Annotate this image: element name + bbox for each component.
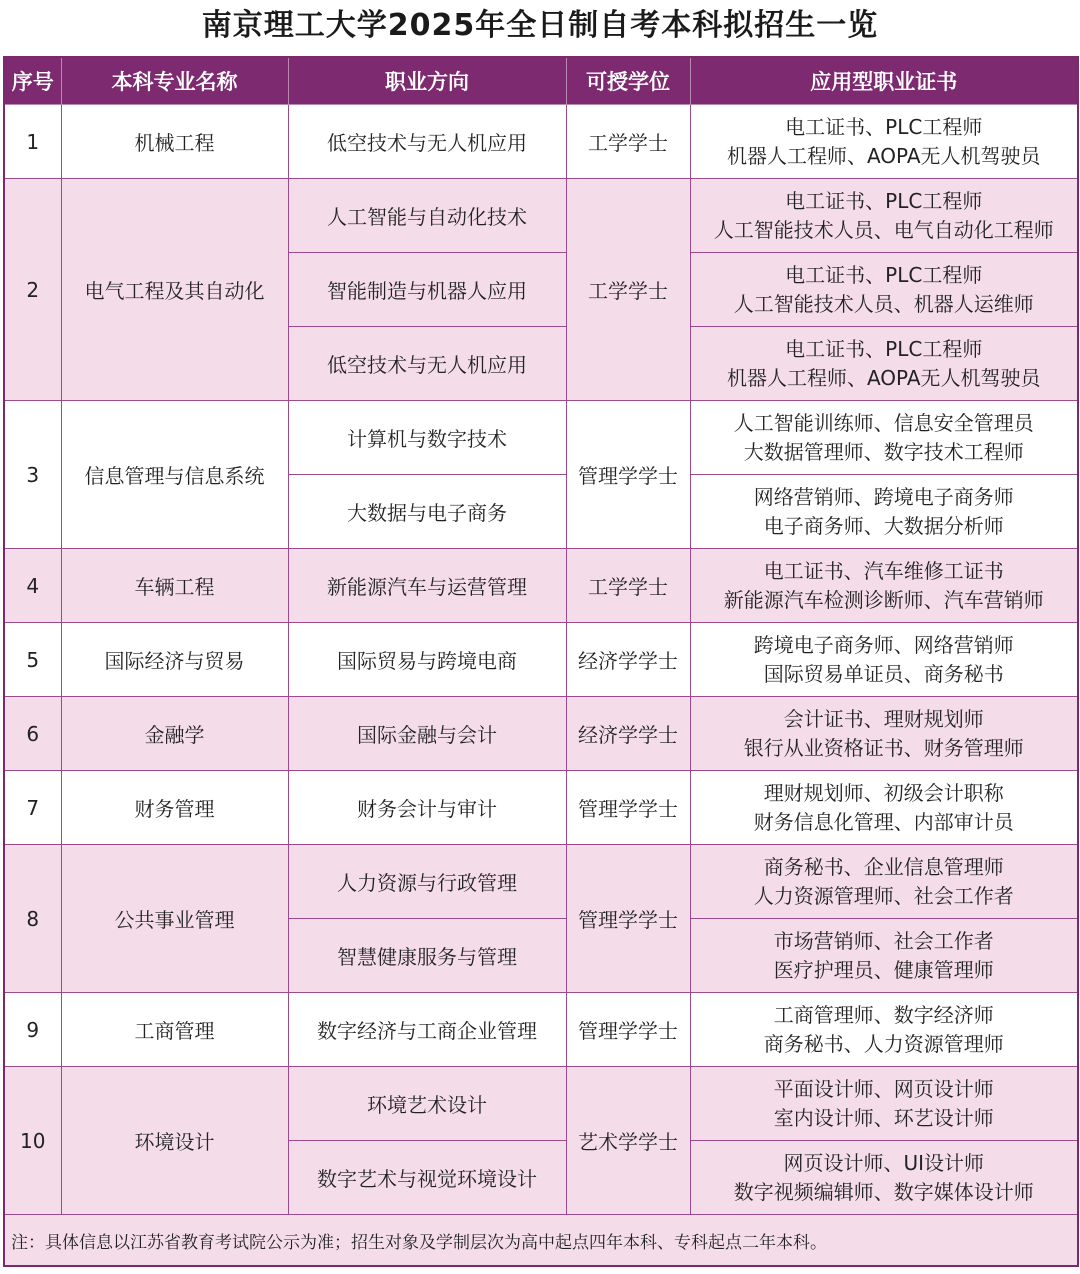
header-cell: 职业方向: [288, 57, 566, 105]
certificate-line: 室内设计师、环艺设计师: [773, 1105, 994, 1130]
row-number: 7: [4, 771, 61, 845]
table-body: [4, 105, 1078, 1215]
degree: 管理学学士: [566, 771, 690, 845]
certificates: [690, 253, 1078, 327]
degree: 工学学士: [566, 179, 690, 401]
certificate-line: 电工证书、PLC工程师: [785, 114, 983, 139]
career-direction: 计算机与数字技术: [288, 401, 566, 475]
certificate-line: 电工证书、PLC工程师: [785, 262, 983, 287]
degree: 经济学学士: [566, 623, 690, 697]
table-row: [4, 105, 1078, 179]
career-direction: 国际贸易与跨境电商: [288, 623, 566, 697]
career-direction: 大数据与电子商务: [288, 475, 566, 549]
table-row: [4, 401, 1078, 475]
certificates: [690, 623, 1078, 697]
certificate-line: 电工证书、PLC工程师: [785, 188, 983, 213]
certificate-line: 平面设计师、网页设计师: [773, 1076, 994, 1101]
row-number: 8: [4, 845, 61, 993]
career-direction: 人力资源与行政管理: [288, 845, 566, 919]
major-name: 车辆工程: [61, 549, 288, 623]
certificate-line: 电工证书、汽车维修工证书: [763, 558, 1004, 583]
certificates: [690, 401, 1078, 475]
major-name: 机械工程: [61, 105, 288, 179]
certificate-line: 商务秘书、人力资源管理师: [763, 1031, 1004, 1056]
career-direction: 环境艺术设计: [288, 1067, 566, 1141]
degree: 工学学士: [566, 549, 690, 623]
table-row: [4, 549, 1078, 623]
career-direction: 低空技术与无人机应用: [288, 327, 566, 401]
certificates: [690, 1141, 1078, 1215]
degree: 经济学学士: [566, 697, 690, 771]
career-direction: 低空技术与无人机应用: [288, 105, 566, 179]
certificates: [690, 771, 1078, 845]
career-direction: 新能源汽车与运营管理: [288, 549, 566, 623]
certificate-line: 网页设计师、UI设计师: [783, 1150, 985, 1175]
career-direction: 智慧健康服务与管理: [288, 919, 566, 993]
table-row: [4, 623, 1078, 697]
career-direction: 人工智能与自动化技术: [288, 179, 566, 253]
major-name: 财务管理: [61, 771, 288, 845]
row-number: 9: [4, 993, 61, 1067]
degree: 艺术学学士: [566, 1067, 690, 1215]
row-number: 3: [4, 401, 61, 549]
degree: 管理学学士: [566, 401, 690, 549]
certificate-line: 新能源汽车检测诊断师、汽车营销师: [723, 587, 1044, 612]
enrollment-table-wrapper: [3, 56, 1077, 1267]
degree: 管理学学士: [566, 993, 690, 1067]
major-name: 公共事业管理: [61, 845, 288, 993]
major-name: 环境设计: [61, 1067, 288, 1215]
certificate-line: 数字视频编辑师、数字媒体设计师: [733, 1179, 1034, 1204]
degree: 工学学士: [566, 105, 690, 179]
row-number: 1: [4, 105, 61, 179]
certificates: [690, 105, 1078, 179]
header-cell: 可授学位: [566, 57, 690, 105]
certificate-line: 电子商务师、大数据分析师: [763, 513, 1004, 538]
certificate-line: 机器人工程师、AOPA无人机驾驶员: [726, 365, 1041, 390]
certificates: [690, 845, 1078, 919]
certificate-line: 国际贸易单证员、商务秘书: [763, 661, 1004, 686]
table-row: [4, 845, 1078, 919]
table-row: [4, 179, 1078, 253]
certificates: [690, 993, 1078, 1067]
row-number: 4: [4, 549, 61, 623]
certificate-line: 工商管理师、数字经济师: [773, 1002, 994, 1027]
certificate-line: 理财规划师、初级会计职称: [763, 780, 1004, 805]
certificate-line: 商务秘书、企业信息管理师: [763, 854, 1004, 879]
career-direction: 财务会计与审计: [288, 771, 566, 845]
certificate-line: 跨境电子商务师、网络营销师: [753, 632, 1014, 657]
career-direction: 数字经济与工商企业管理: [288, 993, 566, 1067]
note-row: [4, 1215, 1078, 1267]
certificate-line: 医疗护理员、健康管理师: [773, 957, 994, 982]
certificates: [690, 919, 1078, 993]
certificate-line: 财务信息化管理、内部审计员: [753, 809, 1014, 834]
major-name: 工商管理: [61, 993, 288, 1067]
table-row: [4, 1067, 1078, 1141]
certificates: [690, 1067, 1078, 1141]
certificates: [690, 697, 1078, 771]
certificate-line: 大数据管理师、数字技术工程师: [743, 439, 1024, 464]
major-name: 国际经济与贸易: [61, 623, 288, 697]
certificate-line: 人工智能技术人员、机器人运维师: [733, 291, 1034, 316]
certificate-line: 机器人工程师、AOPA无人机驾驶员: [726, 143, 1041, 168]
note-text: 注：具体信息以江苏省教育考试院公示为准；招生对象及学制层次为高中起点四年本科、专科起点二年本科。: [4, 1215, 1078, 1267]
certificates: [690, 549, 1078, 623]
certificates: [690, 327, 1078, 401]
certificate-line: 市场营销师、社会工作者: [773, 928, 994, 953]
row-number: 6: [4, 697, 61, 771]
row-number: 10: [4, 1067, 61, 1215]
certificate-line: 人工智能技术人员、电气自动化工程师: [713, 217, 1054, 242]
certificates: [690, 179, 1078, 253]
major-name: 信息管理与信息系统: [61, 401, 288, 549]
enrollment-table: [3, 56, 1079, 1267]
certificate-line: 网络营销师、跨境电子商务师: [753, 484, 1014, 509]
certificate-line: 银行从业资格证书、财务管理师: [743, 735, 1024, 760]
page-title: 南京理工大学2025年全日制自考本科拟招生一览: [201, 8, 879, 43]
major-name: 金融学: [61, 697, 288, 771]
table-header-row: [4, 57, 1078, 105]
table-row: [4, 697, 1078, 771]
certificate-line: 人力资源管理师、社会工作者: [753, 883, 1014, 908]
career-direction: 智能制造与机器人应用: [288, 253, 566, 327]
certificate-line: 会计证书、理财规划师: [783, 706, 984, 731]
certificate-line: 电工证书、PLC工程师: [785, 336, 983, 361]
career-direction: 国际金融与会计: [288, 697, 566, 771]
career-direction: 数字艺术与视觉环境设计: [288, 1141, 566, 1215]
row-number: 5: [4, 623, 61, 697]
row-number: 2: [4, 179, 61, 401]
certificate-line: 人工智能训练师、信息安全管理员: [733, 410, 1034, 435]
certificates: [690, 475, 1078, 549]
major-name: 电气工程及其自动化: [61, 179, 288, 401]
degree: 管理学学士: [566, 845, 690, 993]
table-row: [4, 771, 1078, 845]
table-row: [4, 993, 1078, 1067]
header-cell: 应用型职业证书: [690, 57, 1078, 105]
header-cell: 本科专业名称: [61, 57, 288, 105]
header-cell: 序号: [4, 57, 61, 105]
